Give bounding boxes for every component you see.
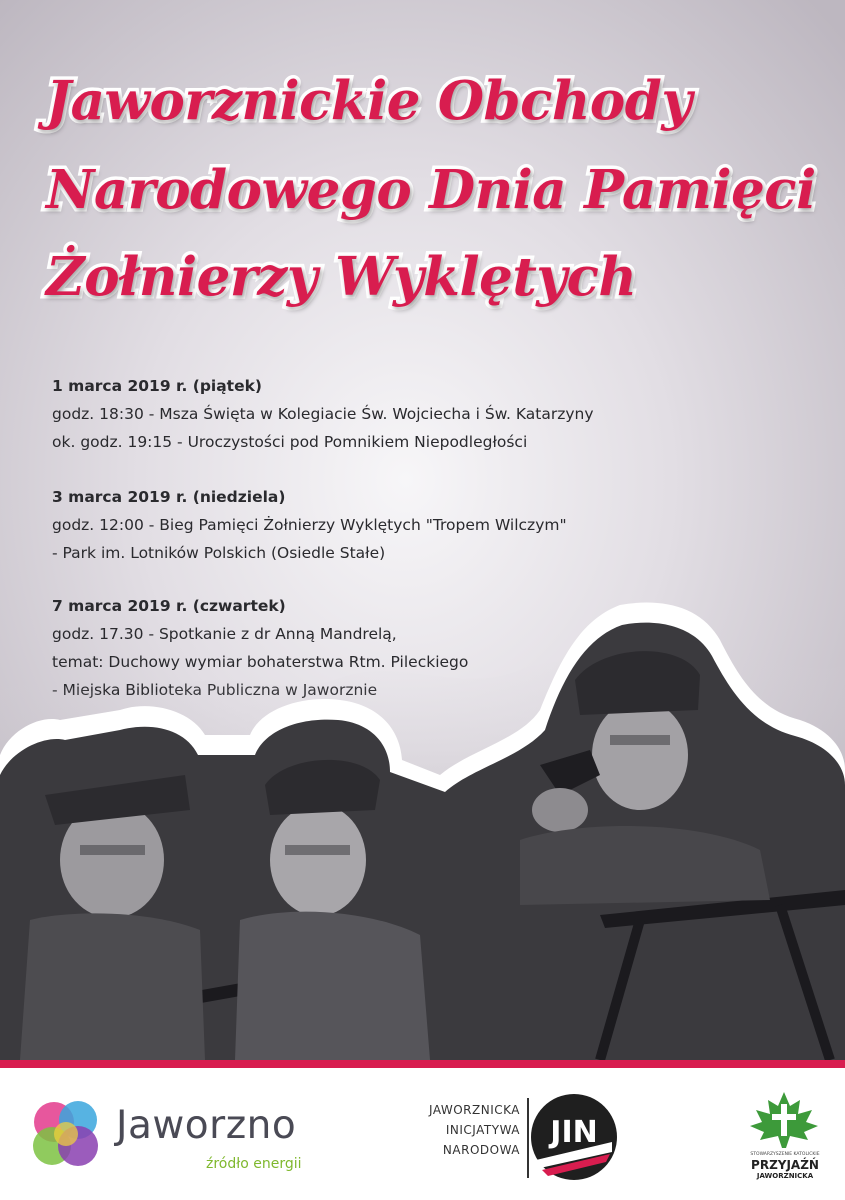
event-1-date: 1 marca 2019 r. (piątek)	[52, 377, 262, 395]
event-2-line-2: - Park im. Lotników Polskich (Osiedle Stałe)	[52, 544, 386, 562]
jin-mark: JIN	[550, 1115, 598, 1150]
title-line-2: Narodowego Dnia Pamięci	[46, 159, 816, 221]
event-3-date: 7 marca 2019 r. (czwartek)	[52, 597, 286, 615]
jin-logo-icon	[524, 1090, 619, 1185]
maple-leaf-cross-icon	[748, 1090, 820, 1150]
event-1-line-1: godz. 18:30 - Msza Święta w Kolegiacie Św. Wojciecha i Św. Katarzyny	[52, 405, 594, 423]
red-stripe	[0, 1060, 845, 1068]
soldiers-photo	[0, 560, 845, 1060]
jin-line-2: INICJATYWA	[445, 1123, 520, 1137]
title-line-1: Jaworznickie Obchody	[46, 70, 692, 132]
jaworzno-name: Jaworzno	[116, 1103, 297, 1148]
event-1	[52, 372, 594, 456]
jin-line-3: NARODOWA	[442, 1143, 520, 1157]
jin-line-1: JAWORZNICKA	[428, 1103, 520, 1117]
event-2-line-1: godz. 12:00 - Bieg Pamięci Żołnierzy Wyklętych "Tropem Wilczym"	[52, 516, 567, 534]
event-2	[52, 483, 567, 567]
event-2-date: 3 marca 2019 r. (niedziela)	[52, 488, 286, 506]
jaworzno-tagline: źródło energii	[206, 1156, 302, 1172]
pj-name-2: JAWORZNICKA	[756, 1172, 814, 1180]
event-3-line-1: godz. 17.30 - Spotkanie z dr Anną Mandrelą,	[52, 625, 397, 643]
jaworzno-logo-icon	[24, 1092, 108, 1176]
title-line-3: Żołnierzy Wyklętych	[46, 246, 637, 308]
event-3-line-2: temat: Duchowy wymiar bohaterstwa Rtm. Pileckiego	[52, 653, 469, 671]
jin-text	[400, 1100, 520, 1160]
pj-name-1: PRZYJAŹŃ	[751, 1158, 819, 1172]
pj-small-caption: STOWARZYSZENIE KATOLICKIE	[750, 1152, 820, 1157]
event-1-line-2: ok. godz. 19:15 - Uroczystości pod Pomnikiem Niepodległości	[52, 433, 528, 451]
